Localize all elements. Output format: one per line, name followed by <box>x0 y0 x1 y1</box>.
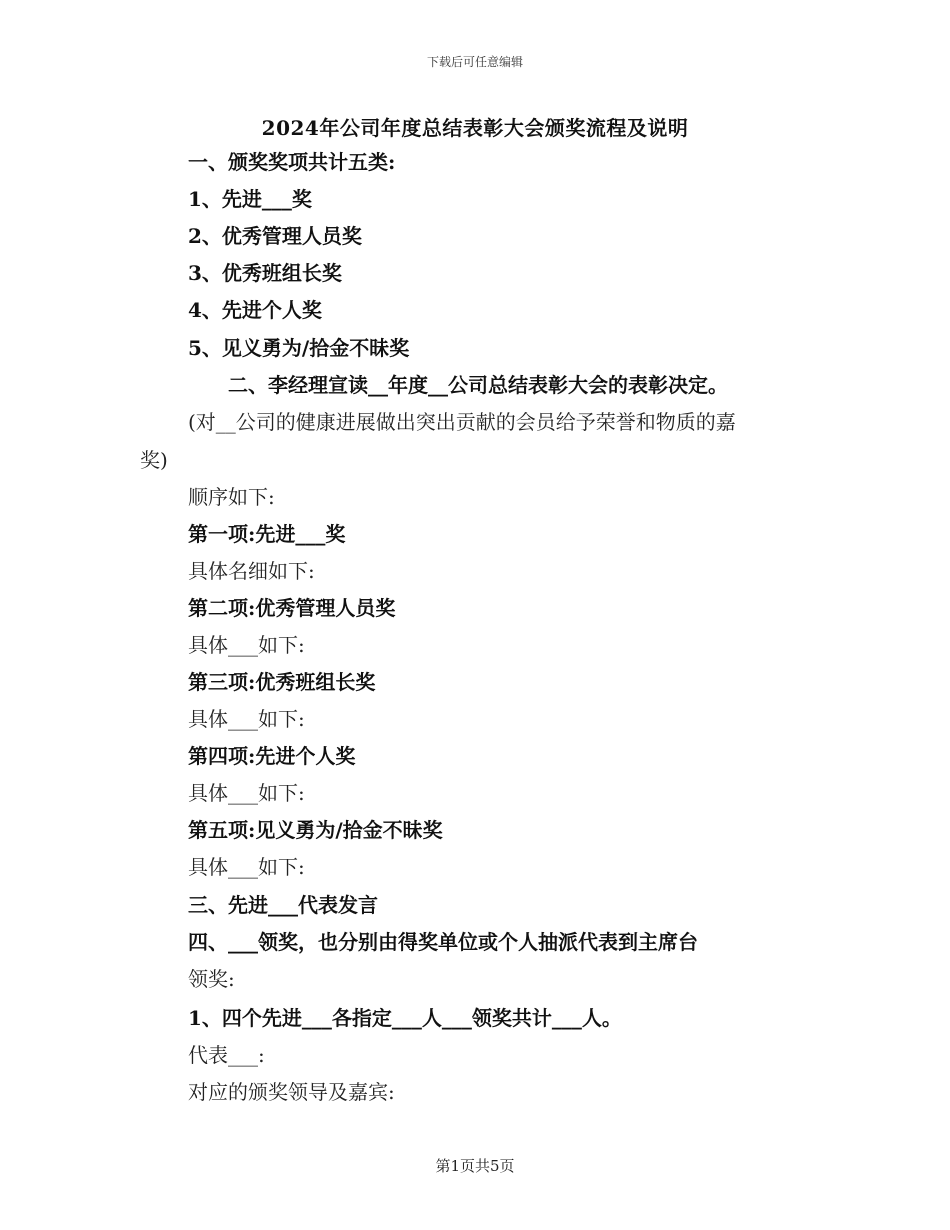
page-header: 下载后可任意编辑 <box>426 55 523 69</box>
paragraph-text-continued: 奖) <box>140 448 168 472</box>
page-footer: 第1页共5页 <box>435 1157 515 1175</box>
paragraph-text: (对__公司的健康进展做出突出贡献的会员给予荣誉和物质的嘉 <box>188 410 736 434</box>
item-detail-1: 具体名细如下: <box>188 559 315 583</box>
presenter-label: 对应的颁奖领导及嘉宾: <box>188 1080 395 1104</box>
item-detail-3: 具体___如下: <box>188 707 305 731</box>
item-heading-4: 第四项:先进个人奖 <box>188 744 356 768</box>
award-item-5: 5、见义勇为/拾金不昧奖 <box>188 336 410 360</box>
award-item-2: 2、优秀管理人员奖 <box>188 224 362 248</box>
section-heading-awards: 一、颁奖奖项共计五类: <box>188 150 396 174</box>
section-heading-receive: 四、___领奖，也分别由得奖单位或个人抽派代表到主席台 <box>188 930 698 954</box>
item-detail-4: 具体___如下: <box>188 781 305 805</box>
receive-item-1: 1、四个先进___各指定___人___领奖共计___人。 <box>188 1006 622 1030</box>
receive-label: 领奖: <box>188 967 235 991</box>
item-detail-2: 具体___如下: <box>188 633 305 657</box>
item-heading-2: 第二项:优秀管理人员奖 <box>188 596 396 620</box>
item-heading-5: 第五项:见义勇为/拾金不昧奖 <box>188 818 443 842</box>
item-heading-1: 第一项:先进___奖 <box>188 522 346 546</box>
award-item-1: 1、先进___奖 <box>188 187 312 211</box>
section-heading-announcement: 二、李经理宣读__年度__公司总结表彰大会的表彰决定。 <box>228 373 728 397</box>
order-label: 顺序如下: <box>188 485 275 509</box>
representative-label: 代表___: <box>188 1043 265 1067</box>
award-item-3: 3、优秀班组长奖 <box>188 261 342 285</box>
document-title: 2024年公司年度总结表彰大会颁奖流程及说明 <box>261 116 689 140</box>
item-heading-3: 第三项:优秀班组长奖 <box>188 670 376 694</box>
section-heading-speech: 三、先进___代表发言 <box>188 893 378 917</box>
item-detail-5: 具体___如下: <box>188 855 305 879</box>
award-item-4: 4、先进个人奖 <box>188 298 322 322</box>
